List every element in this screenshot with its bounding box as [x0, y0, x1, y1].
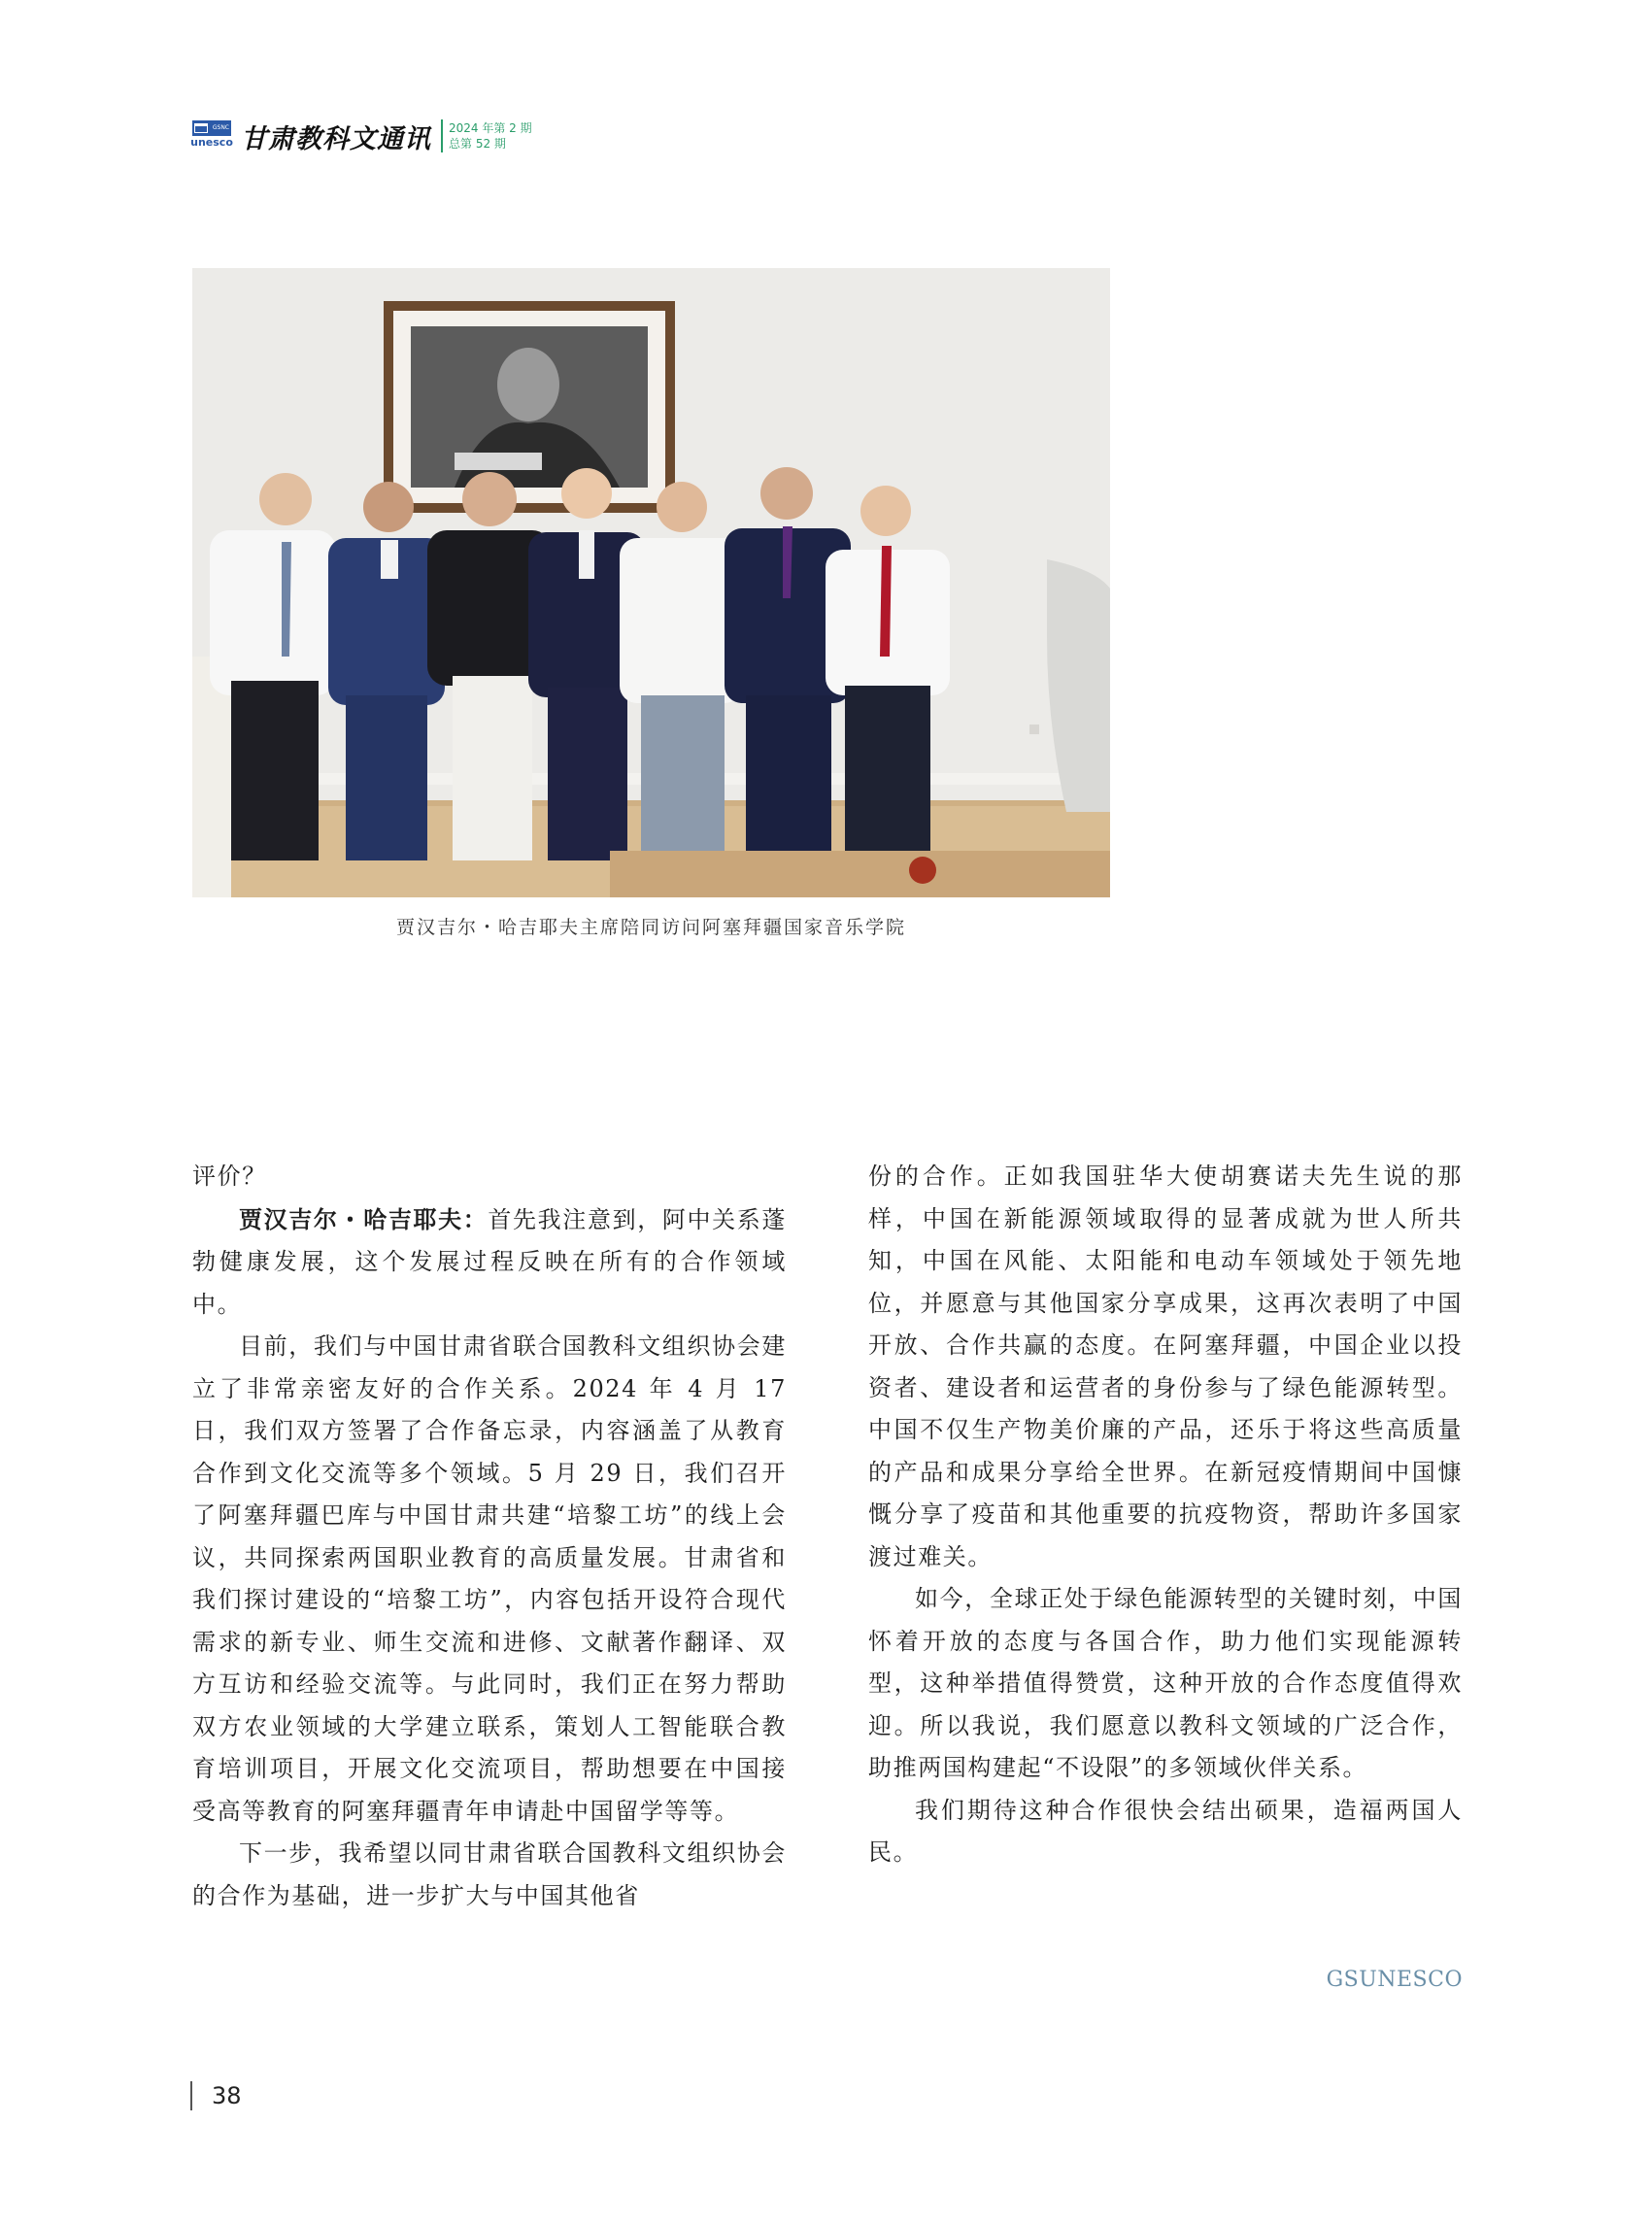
journal-title: 甘肃教科文通讯	[241, 123, 431, 154]
article-right-column	[868, 1156, 1463, 1874]
paragraph: 下一步，我希望以同甘肃省联合国教科文组织协会的合作为基础，进一步扩大与中国其他省	[192, 1839, 787, 1909]
paragraph: 如今，全球正处于绿色能源转型的关键时刻，中国怀着开放的态度与各国合作，助力他们实现能源转型，这种举措值得赞赏，这种开放的合作态度值得欢迎。所以我说，我们愿意以教科文领域的广泛合作，助推两国构建起“不设限”的多领域伙伴关系。	[868, 1585, 1463, 1781]
header-divider	[441, 119, 443, 152]
photo-caption: 贾汉吉尔・哈吉耶夫主席陪同访问阿塞拜疆国家音乐学院	[395, 917, 906, 938]
paragraph: 评价？	[192, 1163, 267, 1190]
masthead	[190, 117, 532, 155]
unesco-temple-icon: GSNC	[192, 120, 231, 136]
speaker-name: 贾汉吉尔・哈吉耶夫：	[239, 1204, 489, 1233]
page-number: 38	[212, 2082, 242, 2109]
paragraph: 目前，我们与中国甘肃省联合国教科文组织协会建立了非常亲密友好的合作关系。2024 年 4 月 17 日，我们双方签署了合作备忘录，内容涵盖了从教育合作到文化交流等多个领域。5 月 29 日，我们召开了阿塞拜疆巴库与中国甘肃共建“培黎工坊”的线上会议，共同探索两国职业教育的高质量发展。甘肃省和我们探讨建设的“培黎工坊”，内容包括开设符合现代需求的新专业、师生交流和进修、文献著作翻译、双方互访和经验交流等。与此同时，我们正在努力帮助双方农业领域的大学建立联系，策划人工智能联合教育培训项目，开展文化交流项目，帮助想要在中国接受高等教育的阿塞拜疆青年申请赴中国留学等等。	[192, 1332, 787, 1825]
article-left-column	[192, 1156, 787, 1917]
page-number-bar	[190, 2081, 192, 2110]
total-issue-number: 总第 52 期	[449, 137, 506, 151]
article-source: GSUNESCO	[1326, 1968, 1463, 1992]
paragraph: 贾汉吉尔・哈吉耶夫：首先我注意到，阿中关系蓬勃健康发展，这个发展过程反映在所有的合作领域中。	[192, 1204, 788, 1318]
issue-info	[449, 120, 532, 152]
paragraph: 我们期待这种合作很快会结出硕果，造福两国人民。	[868, 1796, 1463, 1866]
issue-number: 2024 年第 2 期	[449, 121, 532, 135]
unesco-logo	[190, 120, 233, 152]
paragraph: 份的合作。正如我国驻华大使胡赛诺夫先生说的那样，中国在新能源领域取得的显著成就为世人所共知，中国在风能、太阳能和电动车领域处于领先地位，并愿意与其他国家分享成果，这再次表明了中国开放、合作共赢的态度。在阿塞拜疆，中国企业以投资者、建设者和运营者的身份参与了绿色能源转型。中国不仅生产物美价廉的产品，还乐于将这些高质量的产品和成果分享给全世界。在新冠疫情期间中国慷慨分享了疫苗和其他重要的抗疫物资，帮助许多国家渡过难关。	[868, 1163, 1463, 1570]
page-footer	[190, 2081, 242, 2110]
unesco-logo-text: unesco	[190, 136, 233, 149]
group-photo	[192, 268, 1110, 897]
